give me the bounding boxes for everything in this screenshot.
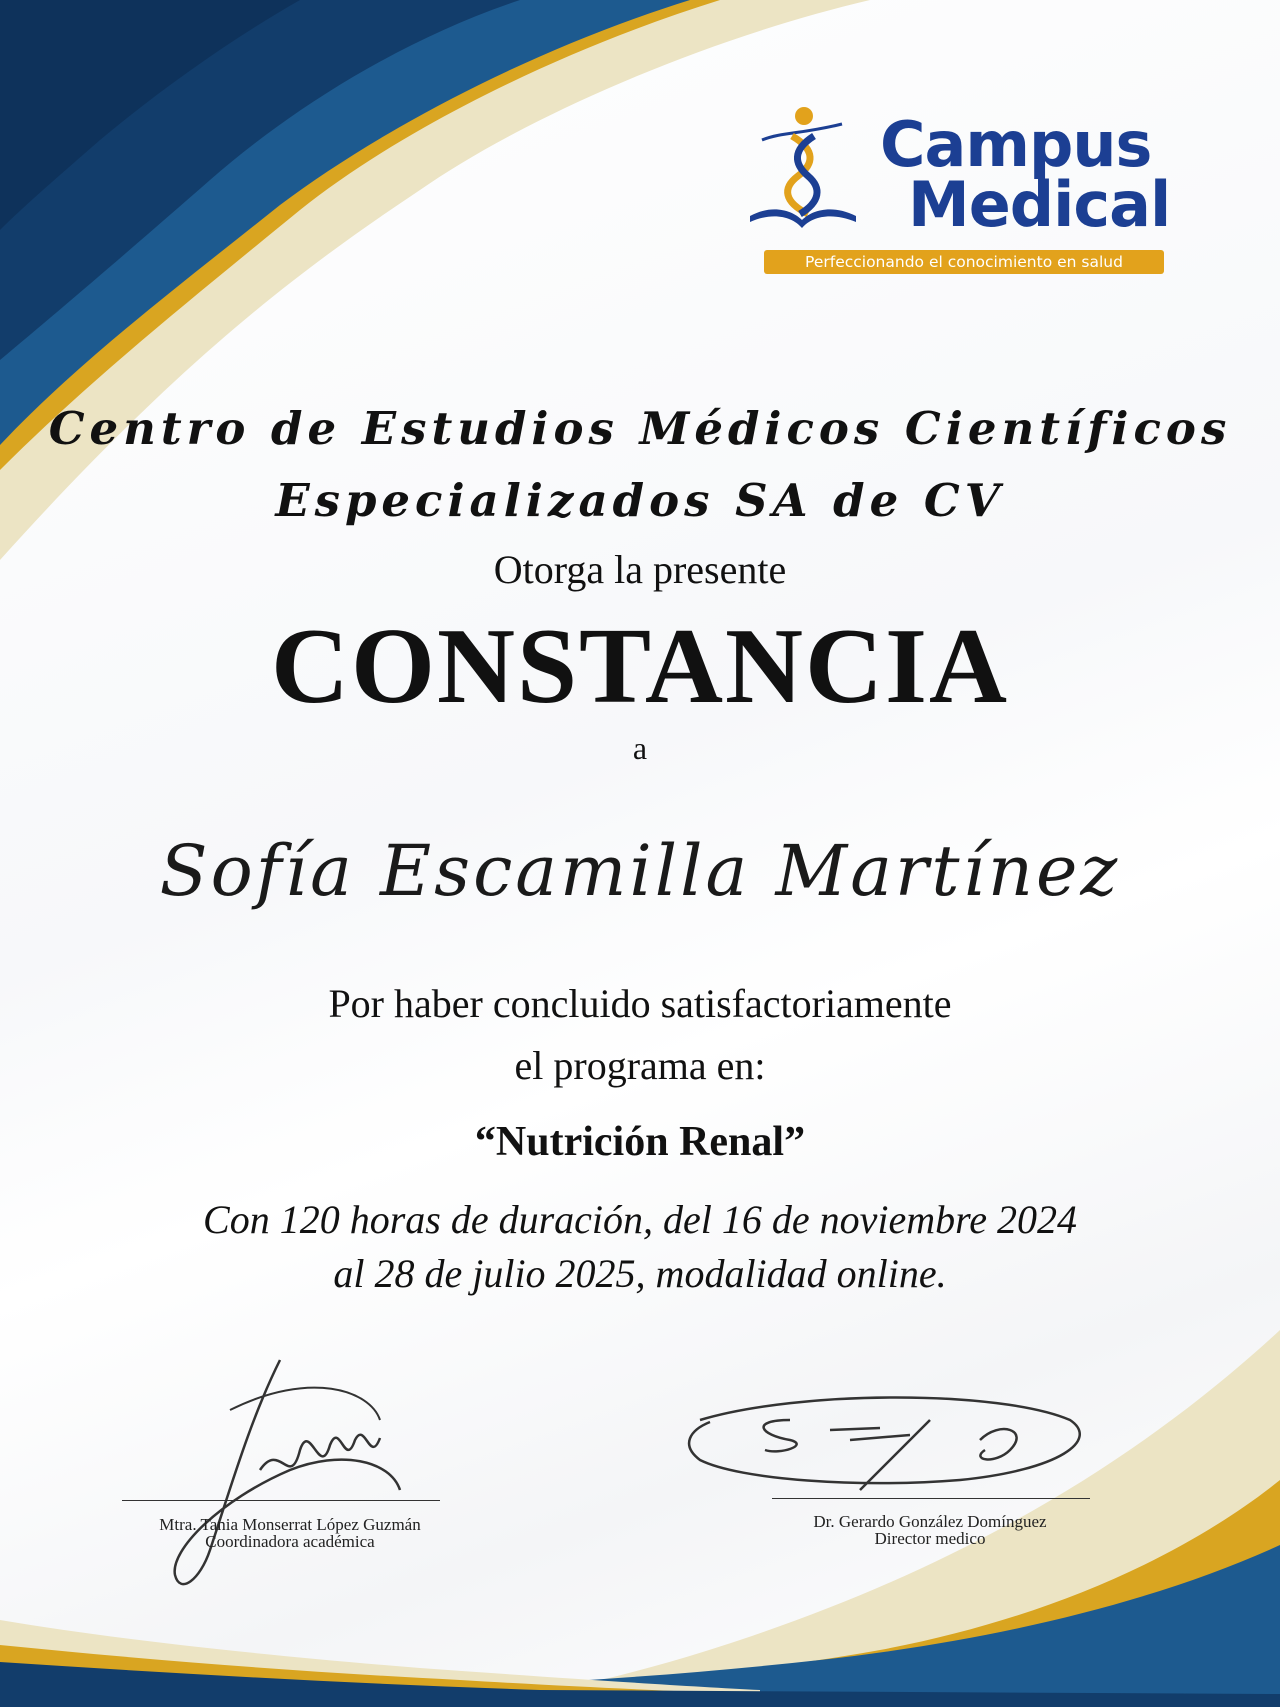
logo-tagline: Perfeccionando el conocimiento en salud [764, 250, 1164, 274]
campus-medical-logo [742, 92, 1202, 302]
logo-word-campus: Campus [880, 108, 1152, 181]
program-name: “Nutrición Renal” [474, 1119, 806, 1165]
signature-1-line [122, 1500, 440, 1501]
signature-2-role: Director medico [874, 1529, 986, 1548]
details-line-1: Con 120 horas de duración, del 16 de noviembre 2024 [203, 1197, 1077, 1242]
signature-2-scribble [680, 1380, 1100, 1510]
to-text: a [632, 730, 648, 766]
institution-line-1: Centro de Estudios Médicos Científicos [48, 402, 1232, 455]
certificate-title: CONSTANCIA [270, 607, 1010, 726]
grants-text: Otorga la presente [493, 547, 787, 592]
signature-2-name: Dr. Gerardo González Domínguez [813, 1512, 1047, 1531]
reason-line-1: Por haber concluido satisfactoriamente [328, 981, 952, 1026]
logo-word-medical: Medical [908, 168, 1171, 241]
institution-line-2: Especializados SA de CV [275, 474, 1005, 527]
person-book-icon [742, 106, 860, 236]
details-line-2: al 28 de julio 2025, modalidad online. [333, 1251, 947, 1296]
reason-line-2: el programa en: [514, 1043, 766, 1088]
signature-1-scribble [170, 1350, 440, 1600]
signature-2-line [772, 1498, 1090, 1499]
recipient-name: Sofía Escamilla Martínez [159, 830, 1121, 912]
signature-1-name: Mtra. Tania Monserrat López Guzmán [159, 1515, 421, 1534]
signature-1-role: Coordinadora académica [205, 1532, 375, 1551]
